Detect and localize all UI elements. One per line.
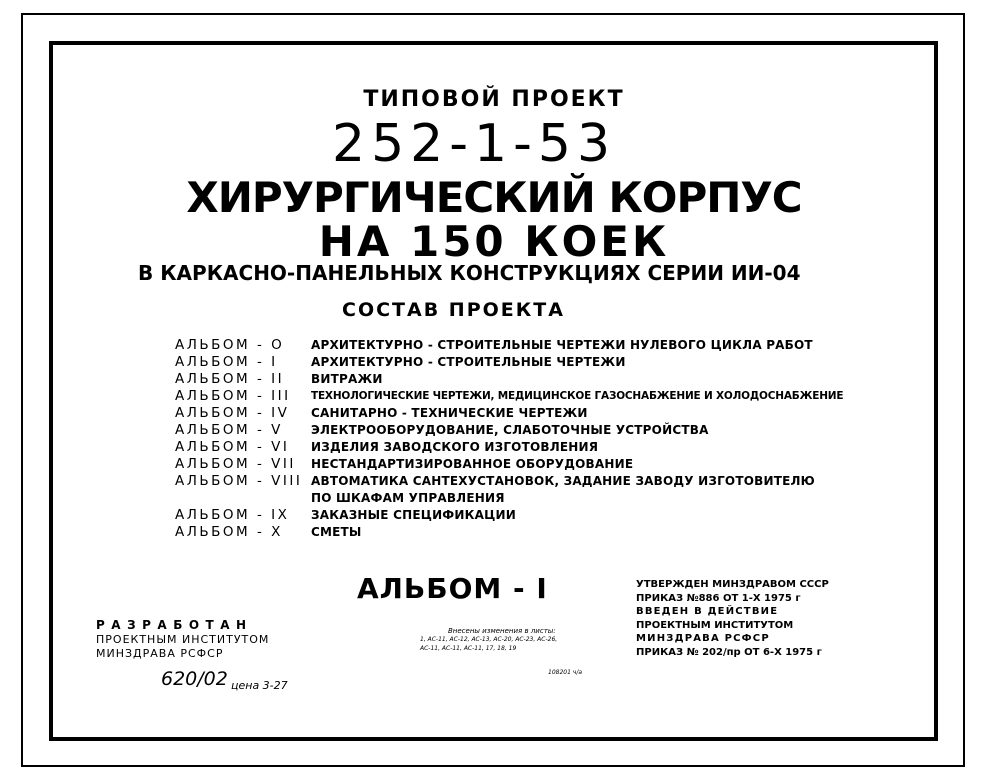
album-description: ТЕХНОЛОГИЧЕСКИЕ ЧЕРТЕЖИ, МЕДИЦИНСКОЕ ГАЗОСНАБЖЕНИЕ И ХОЛОДОСНАБЖЕНИЕ [311, 390, 844, 402]
project-number: 252-1-53 [332, 114, 617, 174]
album-description: СМЕТЫ [311, 525, 362, 539]
approval-line: ВВЕДЕН В ДЕЙСТВИЕ [636, 606, 779, 617]
album-description: НЕСТАНДАРТИЗИРОВАННОЕ ОБОРУДОВАНИЕ [311, 457, 634, 471]
handwritten-price: цена 3-27 [231, 679, 288, 692]
album-label: АЛЬБОМ - VII [175, 456, 296, 472]
approval-line: ПРОЕКТНЫМ ИНСТИТУТОМ [636, 619, 794, 631]
album-description: ВИТРАЖИ [311, 372, 383, 386]
album-label: АЛЬБОМ - V [175, 422, 283, 438]
album-label: АЛЬБОМ - II [175, 371, 285, 387]
album-description: АРХИТЕКТУРНО - СТРОИТЕЛЬНЫЕ ЧЕРТЕЖИ [311, 355, 626, 369]
composition-heading: СОСТАВ ПРОЕКТА [342, 299, 565, 321]
approval-line: ПРИКАЗ № 202/пр ОТ 6-X 1975 г [636, 646, 822, 658]
project-subtitle: В КАРКАСНО-ПАНЕЛЬНЫХ КОНСТРУКЦИЯХ СЕРИИ ИИ-04 [138, 261, 801, 285]
approval-block [636, 578, 829, 659]
album-label: АЛЬБОМ - I [175, 354, 278, 370]
album-label: АЛЬБОМ - IX [175, 507, 290, 523]
approval-line: УТВЕРЖДЕН МИНЗДРАВОМ СССР [636, 579, 829, 590]
project-title-line2: НА 150 КОЕК [318, 217, 670, 266]
album-label: АЛЬБОМ - X [175, 524, 283, 540]
stamp-code: 108201 ч/а [548, 669, 583, 676]
album-description-continued: ПО ШКАФАМ УПРАВЛЕНИЯ [311, 491, 505, 505]
album-description: ЗАКАЗНЫЕ СПЕЦИФИКАЦИИ [311, 508, 516, 522]
album-label: АЛЬБОМ - VIII [175, 473, 303, 489]
changes-note-line: 1, АС-11, АС-12, АС-13, АС-20, АС-23, АС-26, [420, 636, 558, 644]
project-title-line1: ХИРУРГИЧЕСКИЙ КОРПУС [186, 173, 802, 222]
handwritten-code: 620/02 [161, 668, 228, 690]
album-label: АЛЬБОМ - IV [175, 405, 290, 421]
album-description: ЭЛЕКТРООБОРУДОВАНИЕ, СЛАБОТОЧНЫЕ УСТРОЙСТВА [311, 423, 709, 437]
album-description: АРХИТЕКТУРНО - СТРОИТЕЛЬНЫЕ ЧЕРТЕЖИ НУЛЕВОГО ЦИКЛА РАБОТ [311, 338, 813, 352]
album-label: АЛЬБОМ - О [175, 337, 285, 353]
developer-line: ПРОЕКТНЫМ ИНСТИТУТОМ [96, 633, 270, 646]
developer-line: РАЗРАБОТАН [96, 618, 253, 632]
changes-note [420, 627, 570, 653]
album-label: АЛЬБОМ - VI [175, 439, 290, 455]
developer-line: МИНЗДРАВА РСФСР [96, 646, 224, 660]
changes-note-line: Внесены изменения в листы: [448, 627, 556, 635]
approval-line: МИНЗДРАВА РСФСР [636, 633, 770, 644]
approval-line: ПРИКАЗ №886 ОТ 1-X 1975 г [636, 592, 801, 604]
changes-note-line: АС-11, АС-11, АС-11, 17, 18, 19 [420, 644, 517, 652]
album-label: АЛЬБОМ - III [175, 388, 291, 404]
current-album-title: АЛЬБОМ - I [357, 572, 548, 605]
album-description: САНИТАРНО - ТЕХНИЧЕСКИЕ ЧЕРТЕЖИ [311, 406, 588, 420]
album-description: АВТОМАТИКА САНТЕХУСТАНОВОК, ЗАДАНИЕ ЗАВОДУ ИЗГОТОВИТЕЛЮ [311, 474, 815, 488]
album-description: ИЗДЕЛИЯ ЗАВОДСКОГО ИЗГОТОВЛЕНИЯ [311, 440, 599, 454]
developer-block [96, 618, 269, 661]
project-type-label: ТИПОВОЙ ПРОЕКТ [363, 87, 625, 112]
